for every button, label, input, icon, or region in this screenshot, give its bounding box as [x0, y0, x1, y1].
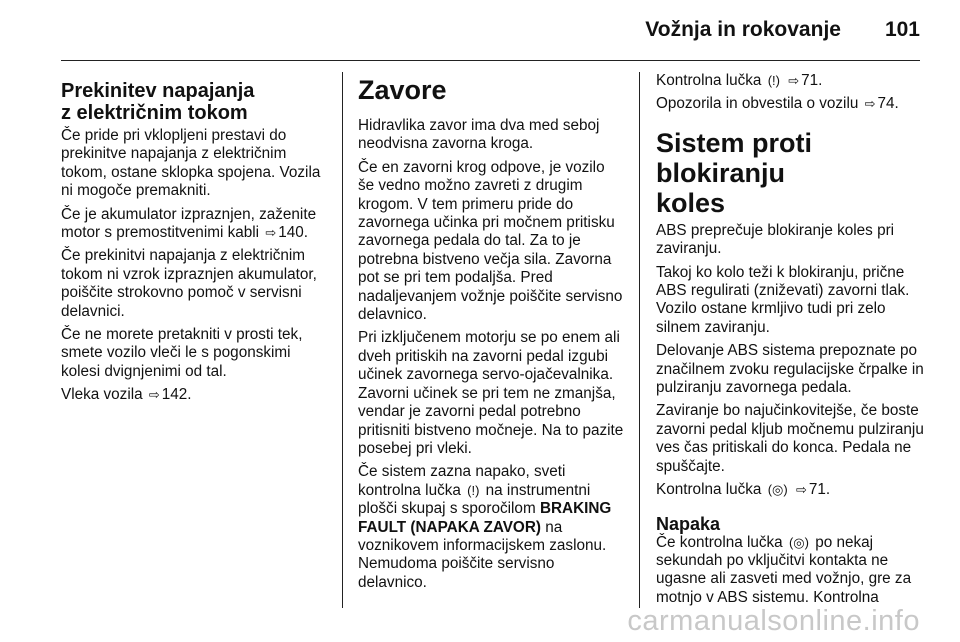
arrow-ref-icon: ⇨: [788, 73, 800, 88]
page-reference[interactable]: 74.: [877, 95, 899, 113]
paragraph: Če ne morete pretakniti v prosti tek, smete vozilo vleči le s pogonskimi kolesi dvignjenimi od tal.: [61, 326, 303, 380]
paragraph: Če pride pri vklopljeni prestavi do prekinitve napajanja z električnim tokom, ostane sklopka spojena. Vozila ni mogoče premakniti.: [61, 127, 321, 200]
abs-warning-icon: (◎): [788, 534, 809, 550]
column-divider-2: [639, 72, 640, 608]
subheading-fault: Napaka: [656, 513, 721, 534]
page-number: 101: [884, 18, 920, 41]
paragraph: Če sistem zazna napako, sveti kontrolna lučka (!) na instrumentni plošči skupaj s sporočilom BRAKING FAULT (NAPAKA ZAVOR) na voznikovem informacijskem zaslonu. Nemudoma poiščite servisno delavnico.: [358, 463, 612, 591]
brake-warning-icon: (!): [767, 73, 780, 88]
section-heading-power-interruption: Prekinitev napajanja z električnim tokom: [61, 80, 255, 124]
paragraph: Pri izključenem motorju se po enem ali dveh pritiskih na zavorni pedal izgubi učinek zavornega servo-ojačevalnika. Zavorni učinek se pri tem ne zmanjša, vendar je zavorni pedal potrebno pritisniti bistveno močneje. Na to pazite posebej pri vleki.: [358, 329, 624, 457]
column-3: [656, 72, 924, 642]
arrow-ref-icon: ⇨: [795, 482, 807, 498]
paragraph: Zaviranje bo najučinkovitejše, če boste zavorni pedal kljub močnemu pulziranju ves čas pritiskali do konca. Pedala ne spuščajte.: [656, 402, 924, 475]
arrow-ref-icon: ⇨: [265, 225, 277, 241]
column-2: [358, 72, 624, 642]
paragraph: Vleka vozila ⇨ 142.: [61, 386, 192, 404]
paragraph: Če en zavorni krog odpove, je vozilo še vedno možno zavreti z drugim krogom. V tem primeru pride do zavornega učinka pri močnem pritisku zavornega pedala do tal. Za to je potrebna bistveno večja sila. Zavorna pot se pri tem podaljša. Pred nadaljevanjem vožnje poiščite servisno delavnico.: [358, 158, 623, 324]
paragraph: Opozorila in obvestila o vozilu ⇨ 74.: [656, 95, 899, 113]
page-reference[interactable]: 142.: [161, 386, 192, 404]
column-divider-1: [342, 72, 343, 608]
arrow-ref-icon: ⇨: [864, 96, 876, 112]
paragraph: ABS preprečuje blokiranje koles pri zaviranju.: [656, 221, 895, 258]
arrow-ref-icon: ⇨: [148, 387, 160, 403]
paragraph: Če prekinitvi napajanja z električnim tokom ni vzrok izpraznjen akumulator, poiščite strokovno pomoč v servisni delavnici.: [61, 247, 317, 320]
page-reference[interactable]: 71.: [808, 481, 831, 499]
section-heading-brakes: Zavore: [358, 75, 447, 105]
brake-warning-icon: (!): [467, 482, 480, 498]
paragraph: Takoj ko kolo teži k blokiranju, prične ABS regulirati (zniževati) zavorni tlak. Vozilo ostane krmljivo tudi pri zelo silnem zaviranju.: [656, 263, 910, 336]
page-reference[interactable]: 140.: [278, 224, 309, 242]
page-title: Vožnja in rokovanje: [645, 18, 841, 41]
paragraph: Kontrolna lučka (◎) ⇨ 71.: [656, 481, 831, 499]
watermark: carmanualsonline.info: [627, 605, 920, 637]
section-heading-abs: Sistem proti blokiranju koles: [656, 127, 813, 218]
message-text: BRAKING FAULT (NAPAKA ZAVOR): [358, 500, 612, 536]
paragraph: Kontrolna lučka (!) ⇨ 71.: [656, 72, 823, 89]
paragraph: Če kontrolna lučka (◎) po nekaj sekundah po vključitvi kontakta ne ugasne ali zasveti med vožnjo, gre za motnjo v ABS sistemu. Kontrolna: [656, 533, 912, 606]
page-header: [40, 18, 920, 42]
abs-warning-icon: (◎): [767, 482, 788, 498]
paragraph: Če je akumulator izpraznjen, zaženite motor s premostitvenimi kabli ⇨ 140.: [61, 205, 317, 242]
column-1: [61, 72, 333, 642]
page-reference[interactable]: 71.: [801, 72, 823, 89]
paragraph: Delovanje ABS sistema prepoznate po značilnem zvoku regulacijske črpalke in pulziranju zavornega pedala.: [656, 342, 924, 397]
header-divider: [61, 60, 920, 61]
paragraph: Hidravlika zavor ima dva med seboj neodvisna zavorna kroga.: [358, 117, 600, 153]
